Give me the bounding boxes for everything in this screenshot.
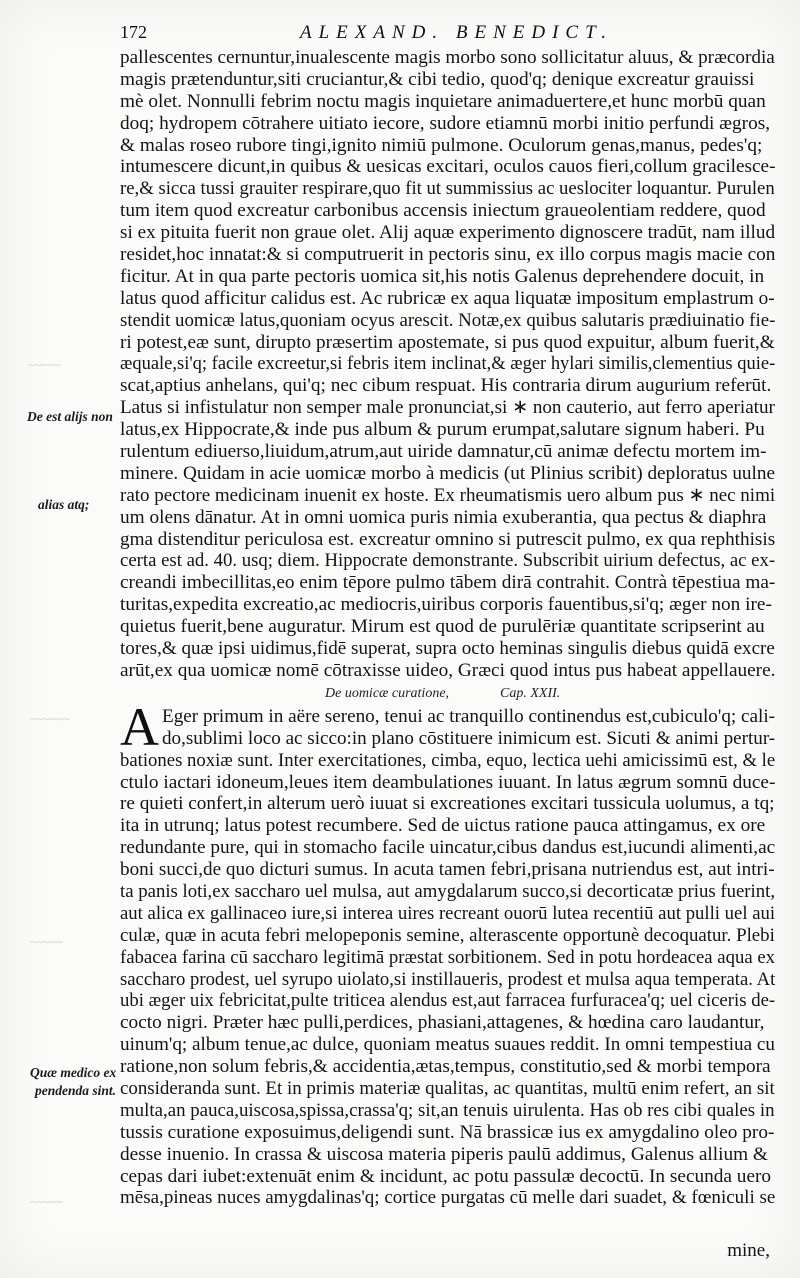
text-line: minere. Quidam in acie uomicæ morbo à medicis (ut Plinius scribit) deploratus uulne <box>120 462 776 484</box>
text-line: desse inuenio. In crassa & uiscosa materia piperis paulū addimus, Galenus allium & <box>120 1143 768 1165</box>
chapter-title: De uomicæ curatione, <box>325 685 450 701</box>
show-through-mark: ~~~~~ <box>30 935 63 949</box>
text-line: boni succi,de quo dicturi sumus. In acuta tamen febri,prisana nutriendus est, aut intri- <box>120 859 775 881</box>
text-line: re quieti confert,in alterum uerò iuuat si excreationes excitari tussicula uolumus, a tq; <box>120 793 775 815</box>
text-line: certa est ad. 40. usq; diem. Hippocrate demonstrante. Subscribit uirium defectus, ac ex- <box>120 550 776 572</box>
show-through-mark: ~~~~~ <box>30 1195 63 1209</box>
text-line: pallescentes cernuntur,inualescente magis morbo sono sollicitatur aluus, & præcordia <box>120 47 775 68</box>
text-line: cepas dari iubet:extenuāt enim & incidunt, ac potu passulæ decoctū. In secunda uero <box>120 1165 772 1187</box>
text-line: stendit uomicæ latus,quoniam ocyus arescit. Notæ,ex quibus salutaris prædiuinatio fie- <box>120 309 776 331</box>
text-line: redundante pure, qui in stomacho facile uincatur,cibus dandus est,iucundi alimenti,ac <box>120 837 776 859</box>
text-line: multa,an pauca,uiscosa,spissa,crassa'q; sit,an tenuis uirulenta. Has ob res cibi quales in <box>120 1099 775 1121</box>
running-head: ALEXAND. BENEDICT. <box>300 22 614 43</box>
text-line: bationes noxiæ sunt. Inter exercitationes, cimba, equo, lectica uehi amicissimū est, & le <box>120 749 776 771</box>
text-line: Eger primum in aëre sereno, tenui ac tranquillo continendus est,cubiculo'q; cali- <box>162 705 776 727</box>
text-line: ita in utrunq; latus potest recumbere. Sed de uictus ratione pauca attingamus, ex ore <box>120 815 766 837</box>
text-line: ubi æger uix febricitat,pulte triticea alendus est,aut farracea furfuracea'q; uel ciceris de- <box>120 990 776 1012</box>
catchword: mine, <box>727 1240 770 1261</box>
text-line: ta panis loti,ex saccharo uel mulsa, aut amygdalarum succo,si decorticatæ prius fuerint, <box>120 880 776 902</box>
text-line: gma distenditur periculosa est. excreatur omnino si putrescit pulmo, ex qua rephthisis <box>120 528 776 550</box>
text-line: consideranda sunt. Et in primis materiæ qualitas, ac quantitas, multū enim refert, an sit <box>120 1077 775 1099</box>
text-line: rato pectore medicinam inuenit ex hoste. Ex rheumatismis uero album pus ∗ nec nimi <box>120 484 776 506</box>
text-line: mè olet. Nonnulli febrim noctu magis inquietare animaduertere,et hunc morbū quan <box>120 90 766 112</box>
page-header <box>120 12 775 42</box>
text-column-top <box>120 47 775 682</box>
chapter-number: Cap. XXII. <box>500 685 561 701</box>
text-line: re,& sicca tussi grauiter respirare,quo fit ut summissius ac ueslociter loquantur. Purulen <box>120 178 775 200</box>
text-line: saccharo prodest, uel syrupo uiolato,si instillaueris, prodest et mulsa aqua temperata. At <box>120 968 776 990</box>
text-line: & malas roseo rubore tingi,ignito nimiū pulmone. Oculorum genas,manus, pedes'q; <box>120 134 763 156</box>
text-line: ficitur. At in qua parte pectoris uomica sit,his notis Galenus deprehendere docuit, in <box>120 265 765 287</box>
drop-cap-initial: A <box>120 696 159 757</box>
text-line: quietus fuerit,bene auguratur. Mirum est quod de purulēriæ quantitate scripserint au <box>120 616 765 638</box>
marginal-note: Quæ medico ex <box>30 1065 117 1080</box>
main-text <box>120 47 775 1209</box>
text-line: cocto nigri. Præter hæc pulli,perdices, phasiani,attagenes, & hœdina caro laudantur, <box>120 1012 765 1034</box>
text-line: scat,aptius anhelans, qui'q; nec cibum respuat. His contraria dirum augurium referūt. <box>120 375 772 397</box>
text-line: magis prætenduntur,siti cruciantur,& cibi tedio, quod'q; denique excreatur grauissi <box>120 68 755 90</box>
text-line: aut alica ex gallinaceo iure,si interea uires recreant ouorū lutea recentiū aut pulli uel aui <box>120 902 776 924</box>
text-line: ratione,non solum febris,& accidentia,ætas,tempus, constitutio,sed & morbi tempora <box>120 1056 771 1078</box>
text-line: arūt,ex qua uomicæ nomē cōtraxisse uideo, Græci quod intus pus habeat appellauere. <box>120 659 776 681</box>
text-line: doq; hydropem cōtrahere uitiato iecore, sudore etiamnū morbi initio perfundi ægros, <box>120 112 771 134</box>
text-line: Latus si infistulatur non semper male pronunciat,si ∗ non cauterio, aut ferro aperiatur <box>120 397 775 419</box>
chapter-heading <box>120 682 775 706</box>
text-line: residet,hoc innatat:& si computruerit in pectoris sinu, ex illo corpus magis macie con <box>120 244 776 266</box>
text-line: rulentum ediuerso,liuidum,atrum,aut uiride damnatur,cū animæ defectu mortem im- <box>120 441 767 463</box>
show-through-mark: ~~~~~~ <box>30 712 69 726</box>
text-line: ri potest,eæ sunt, dirupto præsertim apostemate, si pus quod expuitur, album fuerit,& <box>120 331 775 353</box>
marginal-note: alias atq; <box>38 497 90 512</box>
text-line: um olens dānatur. At in omni uomica puris nimia exuberantia, qua pectus & diaphra <box>120 506 767 528</box>
text-column-bottom <box>120 706 775 1209</box>
chapter-body <box>120 696 776 1209</box>
text-line: intumescere dicunt,in quibus & uesicas excitari, oculos cauos fieri,collum gracilesce- <box>120 156 776 178</box>
text-line: tussis curatione exposuimus,deligendi sunt. Nā brassicæ ius ex amygdalino oleo pro- <box>120 1121 775 1143</box>
text-line: latus,ex Hippocrate,& inde pus album & purum erumpat,salutare signum haberi. Pu <box>120 419 765 441</box>
text-line: æquale,si'q; facile excreetur,si febris item inclinat,& æger hylari similis,clementius quie- <box>120 353 776 375</box>
text-line: tores,& quæ ipsi uidimus,fidē superat, supra octo heminas singulis diebus quidā excre <box>120 638 775 660</box>
text-line: uinum'q; album tenue,ac dulce, quoniam meatus suaues reddit. In omni tempestiua cu <box>120 1034 775 1056</box>
text-line: si ex pituita fuerit non graue olet. Alij aquæ experimento dignoscere tradūt, nam illud <box>120 222 776 244</box>
text-line: ctulo iactari idoneum,leues item deambulationes iuuant. In latus ægrum somnū duce- <box>120 771 776 793</box>
text-line: do,sublimi loco ac sicco:in plano cōstituere inimicum est. Sicuti & animi pertur- <box>162 727 776 749</box>
page-number: 172 <box>120 22 147 42</box>
text-line: fabacea farina cū saccharo legitimā præstat sorbitionem. Sed in potu hordeacea aqua ex <box>120 946 776 968</box>
text-line: latus quod afficitur calidus est. Ac rubricæ ex aqua liquatæ impositum emplastrum o- <box>120 287 775 309</box>
text-line: mēsa,pineas nuces amygdalinas'q; cortice purgatas cū melle dari suadet, & fœniculi se <box>120 1187 776 1209</box>
text-line: turitas,expedita excreatio,ac mediocris,uiribus corporis fauentibus,si'q; æger non ire- <box>120 594 772 616</box>
show-through-mark: ~~~~~ <box>28 358 61 372</box>
text-line: culæ, quæ in acuta febri melopeponis semine, alterascente opportunè decoquatur. Plebi <box>120 924 775 946</box>
text-line: tum item quod excreatur carbonibus accensis iniectum graueolentiam reddere, quod <box>120 200 766 222</box>
marginal-note: De est alijs non <box>27 409 113 424</box>
text-line: creandi imbecillitas,eo enim tēpore pulmo tābem dirā contrahit. Contrà tēpestiua ma- <box>120 572 776 594</box>
marginal-note: pendenda sint. <box>35 1083 117 1098</box>
